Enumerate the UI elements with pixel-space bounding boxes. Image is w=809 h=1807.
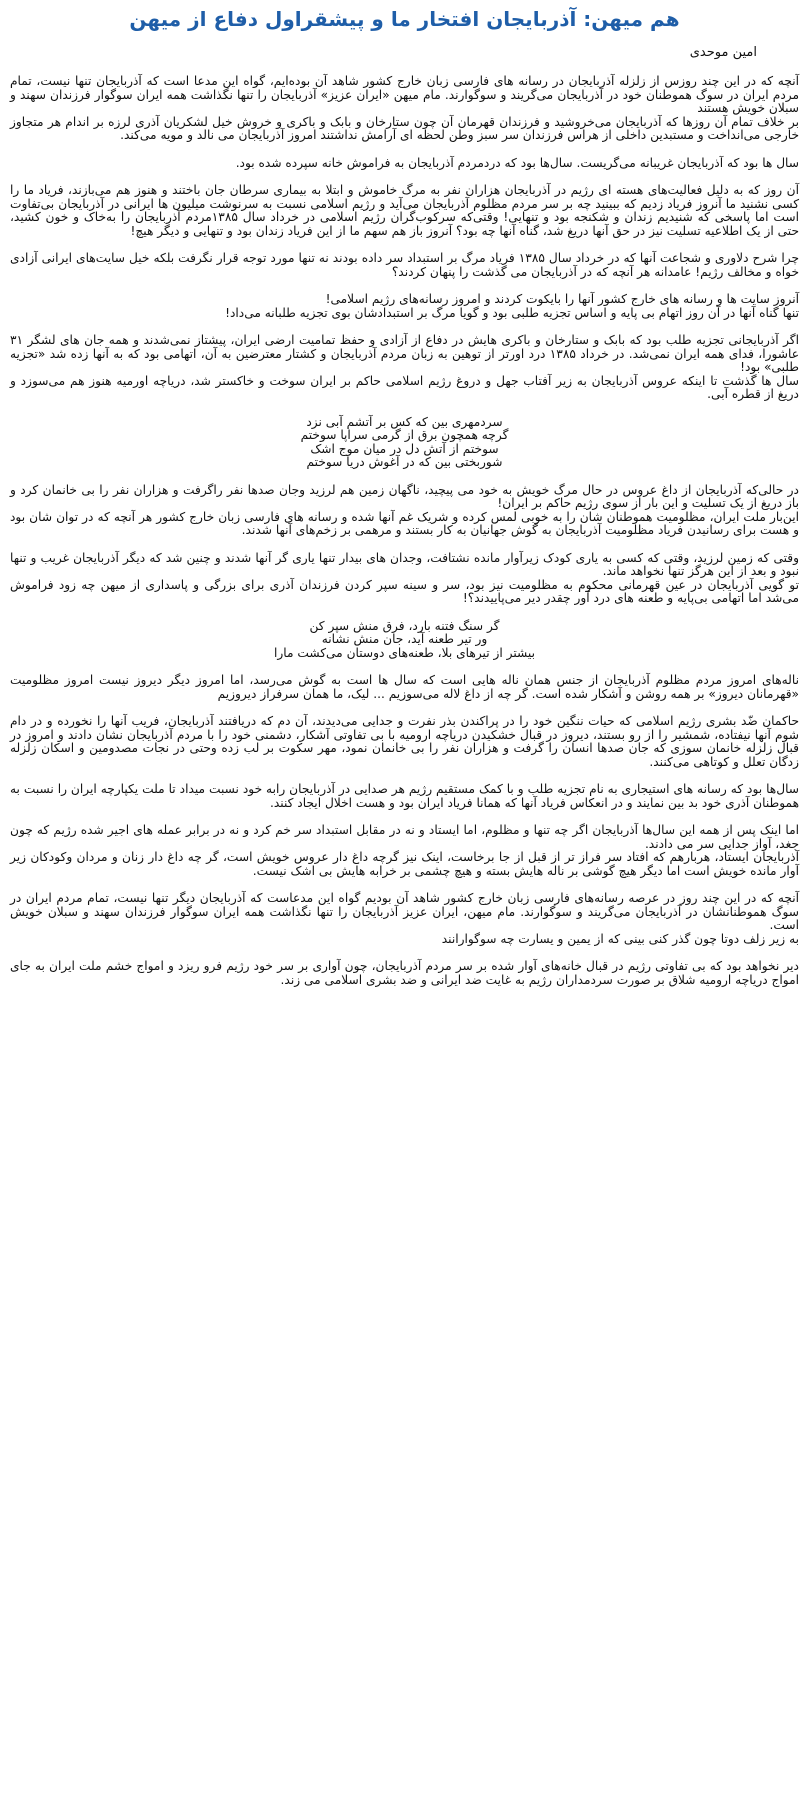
paragraph	[10, 783, 799, 810]
paragraph-line: آن روز که به دلیل فعالیت‌های هسته ای رژیم در آذربایجان هزاران نفر به مرگ خاموش و ابتلا به بیماری سرطان جان باختند و هنوز هم می‌بازند، فریاد ما را کسی نشنید ما آنروز فریاد زدیم که ببینید چه بر سر مردم مظلوم آذربایجان می‌آید و رژیم اسلامی نسبت به سرنوشت میلیون ها ایرانی در آذربایجان بی‌تفاوت است اما پاسخی که شنیدیم زندان و شکنجه بود و تنهایی! وقتی‌که سرکوب‌گران رژیم اسلامی در خرداد سال ۱۳۸۵مردم آذربایجان را به‌خاک و خون کشید، حتی از یک اطلاعیه تسلیت نیز در حق آنها دریغ شد، گناه آنها چه بود؟ آنروز باز هم سهم ما از این فریاد زندان بود و تنهایی و دیگر هیچ!	[10, 183, 799, 238]
paragraph-line: سال ها گذشت تا اینکه عروس آذربایجان به زیر آفتاب جهل و دروغ رژیم اسلامی حاکم بر ایران سوخت و خاکستر شد، دریاچه اورمیه هنوز هم می‌سوزد و دریغ از قطره آبی.	[10, 373, 799, 401]
poem-line: گرچه همچون برق از گرمی سراپا سوختم	[300, 428, 509, 442]
paragraph-line: تو گویی آذربایجان در عین قهرمانی محکوم به مظلومیت نیز بود، سر و سینه سپر کردن فرزندان آذری برای بزرگی و پاسداری از میهن چه زود فراموش می‌شد اما اتهامی بی‌پایه و طعنه های درد آور چقدر دیر می‌پاییدند؟!	[10, 577, 799, 605]
paragraph	[10, 960, 799, 987]
paragraph-line: این‌بار ملت ایران، مظلومیت هموطنان شان را به خوبی لمس کرده و شریک غم آنها شده و رسانه های فارسی زبان خارج کشور هر آنچه که در توان شان بود و هست برای رسانیدن فریاد مظلومیت آذربایجان به گوش جهانیان به کار بستند و مرهمی بر زخم‌های آنها شدند.	[10, 509, 799, 537]
paragraph-line: آنچه که در این چند روز در عرصه رسانه‌های فارسی زبان خارج کشور شاهد آن بودیم گواه این مدعاست که آذربایجان دیگر تنها نیست، تمام مردم ایران در سوگ هموطنانشان در آذربایجان می‌گریند و سوگوارند. مام میهن، ایران عزیز آذربایجان را تنها نگذاشت همه ایران سوگوار فرزندان سهند و سبلان خویش است.	[10, 891, 799, 932]
paragraph-line: چرا شرح دلاوری و شجاعت آنها که در خرداد سال ۱۳۸۵ فریاد مرگ بر استبداد سر داده بودند نه تنها مورد توجه قرار نگرفت بلکه خیل سایت‌های ایرانی آزادی خواه و مخالف رژیم! عامدانه هر آنچه که در آذربایجان می گذشت را پنهان کردند؟	[10, 251, 799, 279]
poem-line: گر سنگ فتنه بارد، فرق منش سپر کن	[309, 618, 500, 633]
poem-line: ور تیر طعنه آید، جان منش نشانه	[321, 632, 488, 646]
poem-line: سردمهری بین که کس بر آتشم آبی نزد	[306, 414, 503, 429]
paragraph	[10, 824, 799, 878]
paragraph	[10, 293, 799, 320]
paragraph-line: اگر آذربایجانی تجزیه طلب بود که بابک و ستارخان و باکری هایش در دفاع از آزادی و حفظ تمامیت ارضی ایران، پیشتاز نمی‌شدند و همه جان های لشگر ۳۱ عاشورا، فدای همه ایران نمی‌شد. در خرداد ۱۳۸۵ درد اورتر از توهین به زبان مردم آذربایجان و کشتار معترضین به آن، اتهامی بود که به آنها زده شد «تجزیه طلبی» بود!	[10, 333, 799, 374]
paragraph	[10, 552, 799, 606]
paragraph-line: تنها گناه آنها در آن روز اتهام بی پایه و اساس تجزیه طلبی بود و گویا مرگ بر استبدادشان بوی تجزیه طلبانه می‌داد!	[225, 305, 799, 320]
paragraph-line: ناله‌های امروز مردم مظلوم آذربایجان از جنس همان ناله هایی است که سال ها است به گوش می‌رسد، اما امروز دیگر دیروز نیست امروز مظلومیت «قهرمانان دیروز» بر همه روشن و آشکار شده است. گر چه از داغ لاله می‌سوزیم ... لیک، ما همان سرفراز دیروزیم	[10, 673, 799, 701]
paragraph	[10, 252, 799, 279]
paragraph-line: حاکمان ضّد بشری رژیم اسلامی که حیات ننگین خود را در پراکندن بذر نفرت و جدایی می‌دیدند، آن دم که دریافتند آذربایجان، فریب آنها را نخورده و در دام شوم آنها نیفتاده، شمشیر را از رو بستند، دیروز در قبال خشکیدن دریاچه ارومیه با بی تفاوتی آشکار، دشمنی خود را با مردم آذربایجان نشان دادند و امروز در قبال زلزله خانمان سوزی که جان صدها انسان را گرفت و هزاران نفر را بی خانمان نمود، مهر سکوت بر لب زده وحتی در نجات مصدومین و اسکان زلزله زدگان تعلل و کوتاهی می‌کنند.	[10, 714, 799, 769]
paragraph-line: به زیر زلف دوتا چون گذر کنی بینی که از یمین و یسارت چه سوگوارانند	[441, 931, 799, 946]
author-name: امین موحدی	[689, 45, 757, 60]
paragraph-line: وقتی که زمین لرزید، وقتی که کسی به یاری کودک زیرآوار مانده نشتافت، وجدان های بیدار تنها یاری گر آنها شدند و چنین شد که دیگر آذربایجان غریب و تنها نبود و بعد از این هرگز تنها نخواهد ماند.	[10, 550, 799, 578]
poem-line: شوربختی بین که در آغوش دریا سوختم	[306, 455, 503, 469]
poem-stanza	[10, 620, 799, 661]
paragraph	[10, 157, 799, 171]
paragraph	[10, 674, 799, 701]
paragraph-line: بر خلاف تمام آن روزها که آذربایجان می‌خروشید و فرزندان قهرمان آن چون ستارخان و بابک و باکری و خروش خیل لشکریان آذری لرزه بر اندام هر متجاوز خارجی می‌انداخت و مستبدین داخلی از هراس فرزندان سر سبز وطن لحظه ای آرامش نداشتند امروز آذربایجان می نالد و مویه می‌کند.	[10, 114, 799, 142]
poem-line: بیشتر از تیرهای بلا، طعنه‌های دوستان می‌کشت مارا	[274, 645, 535, 660]
paragraph-line: سال‌ها بود که رسانه های استیجاری به نام تجزیه طلب و با کمک مستقیم رژیم هر صدایی در آذربایجان رابه خود نسبت میداد تا ملت یکپارچه ایران را نسبت به هموطنان آذری خود بد بین نمایند و در انعکاس فریاد آنها که همانا فریاد ایران بود و هست اخلال ایجاد کنند.	[10, 782, 799, 810]
paragraph-line: دیر نخواهد بود که بی تفاوتی رژیم در قبال خانه‌های آوار شده بر سر مردم آذربایجان، چون آواری بر سر خود رژیم فرو ریزد و امواج خشم ملت ایران به جای امواج دریاچه ارومیه شلاق بر صورت سردمداران رژیم به غایت ضد ایرانی و ضد بشری اسلامی می زند.	[10, 959, 799, 987]
poem-line: سوختم از آتش دل در میان موج اشک	[310, 441, 499, 456]
paragraph-line: سال ها بود که آذربایجان غریبانه می‌گریست. سال‌ها بود که دردمردم آذربایجان به فراموش خانه سپرده شده بود.	[235, 155, 799, 170]
article-body	[10, 75, 799, 987]
paragraph	[10, 334, 799, 402]
paragraph-line: اما اینک پس از همه این سال‌ها آذربایجان اگر چه تنها و مظلوم، اما ایستاد و نه در مقابل استبداد سر خم کرد و نه در برابر عمله های اجیر شده رژیم که چون جغد، آواز جدایی سر می دادند.	[10, 823, 799, 851]
paragraph-line: در حالی‌که آذربایجان از داغ عروس در حال مرگ خویش به خود می پیچید، ناگهان زمین هم لرزید وجان صدها نفر راگرفت و هزاران نفر را بی خانمان کرد و باز دریغ از یک تسلیت و این بار از سوی رژیم حاکم بر ایران!	[10, 482, 799, 510]
paragraph	[10, 184, 799, 238]
poem-stanza	[10, 416, 799, 470]
paragraph	[10, 715, 799, 769]
paragraph	[10, 75, 799, 143]
paragraph-line: آنچه که در این چند روزس از زلزله آذربایجان در رسانه های فارسی زبان خارج کشور شاهد آن بوده‌ایم، گواه این مدعا است که آذربایجان تنها نیست، تمام مردم ایران در سوگ هموطنان خود در آذربایجان می‌گریند و سوگوارند. مام میهن «ایران عزیز» آذربایجان را تنها نگذاشت همه ایران سوگوار فرزندان سهند و سبلان خویش هستند	[10, 74, 799, 115]
paragraph-line: آنروز سایت ها و رسانه های خارج کشور آنها را بایکوت کردند و امروز رسانه‌های رژیم اسلامی!	[325, 292, 799, 306]
paragraph-line: آذربایجان ایستاد، هربارهم که افتاد سر فراز تر از قبل از جا برخاست، اینک نیز گرچه داغ دار عروس خویش است، گر چه داغ دار زنان و مردان وکودکان زیر آوار مانده خویش است اما دیگر هیچ گوشی بر ناله هایش بسته و هیچ چشمی بر خرابه هایش بی اشک نیست.	[10, 850, 799, 878]
paragraph	[10, 484, 799, 538]
paragraph	[10, 892, 799, 946]
page-title: هم میهن: آذربایجان افتخار ما و پیشقراول دفاع از میهن	[129, 7, 680, 31]
